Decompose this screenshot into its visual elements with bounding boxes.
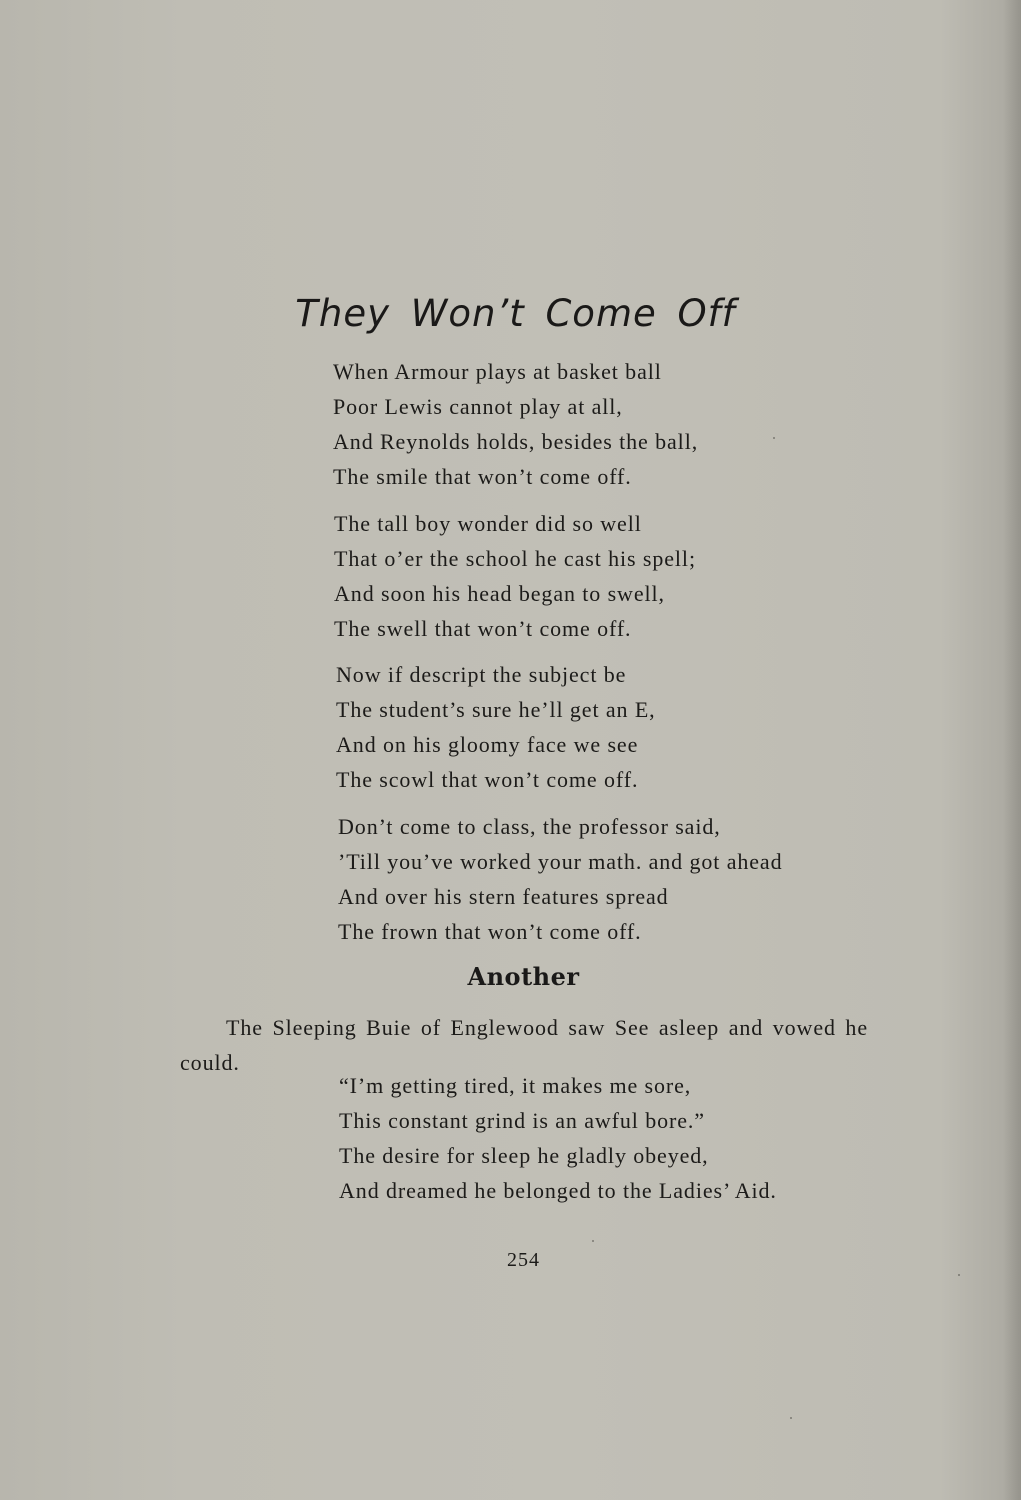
verse-line: The tall boy wonder did so well — [334, 511, 642, 536]
verse-line: And dreamed he belonged to the Ladies’ Aid. — [339, 1178, 777, 1203]
verse-line: This constant grind is an awful bore.” — [339, 1108, 705, 1133]
verse-line: The student’s sure he’ll get an E, — [336, 697, 656, 722]
section-heading: Another — [467, 962, 580, 991]
verse-line: The scowl that won’t come off. — [336, 767, 639, 792]
stanza-5 — [339, 1068, 777, 1208]
verse-line: Don’t come to class, the professor said, — [338, 814, 721, 839]
verse-line: The desire for sleep he gladly obeyed, — [339, 1143, 709, 1168]
stanza-2 — [334, 506, 696, 646]
stanza-1 — [333, 354, 698, 494]
page-number: 254 — [507, 1249, 540, 1271]
verse-line: And on his gloomy face we see — [336, 732, 639, 757]
verse-line: And Reynolds holds, besides the ball, — [333, 429, 699, 454]
verse-line: Now if descript the subject be — [336, 662, 627, 687]
page-edge-shadow — [1003, 0, 1021, 1500]
verse-line: “I’m getting tired, it makes me sore, — [339, 1073, 692, 1098]
verse-line: And over his stern features spread — [338, 884, 669, 909]
stanza-3 — [336, 657, 656, 797]
prose-paragraph: The Sleeping Buie of Englewood saw See asleep and vowed he could. — [180, 1015, 868, 1075]
poem-title: They Won’t Come Off — [295, 292, 736, 335]
verse-line: When Armour plays at basket ball — [333, 359, 662, 384]
verse-line: The swell that won’t come off. — [334, 616, 632, 641]
verse-line: Poor Lewis cannot play at all, — [333, 394, 623, 419]
paper-speck — [773, 437, 775, 439]
verse-line: The smile that won’t come off. — [333, 464, 632, 489]
paper-speck — [592, 1240, 594, 1242]
paper-speck — [958, 1274, 960, 1276]
verse-line: That o’er the school he cast his spell; — [334, 546, 696, 571]
verse-line: ’Till you’ve worked your math. and got ahead — [338, 849, 783, 874]
verse-line: The frown that won’t come off. — [338, 919, 642, 944]
paper-speck — [790, 1417, 792, 1419]
verse-line: And soon his head began to swell, — [334, 581, 665, 606]
stanza-4 — [338, 809, 782, 949]
